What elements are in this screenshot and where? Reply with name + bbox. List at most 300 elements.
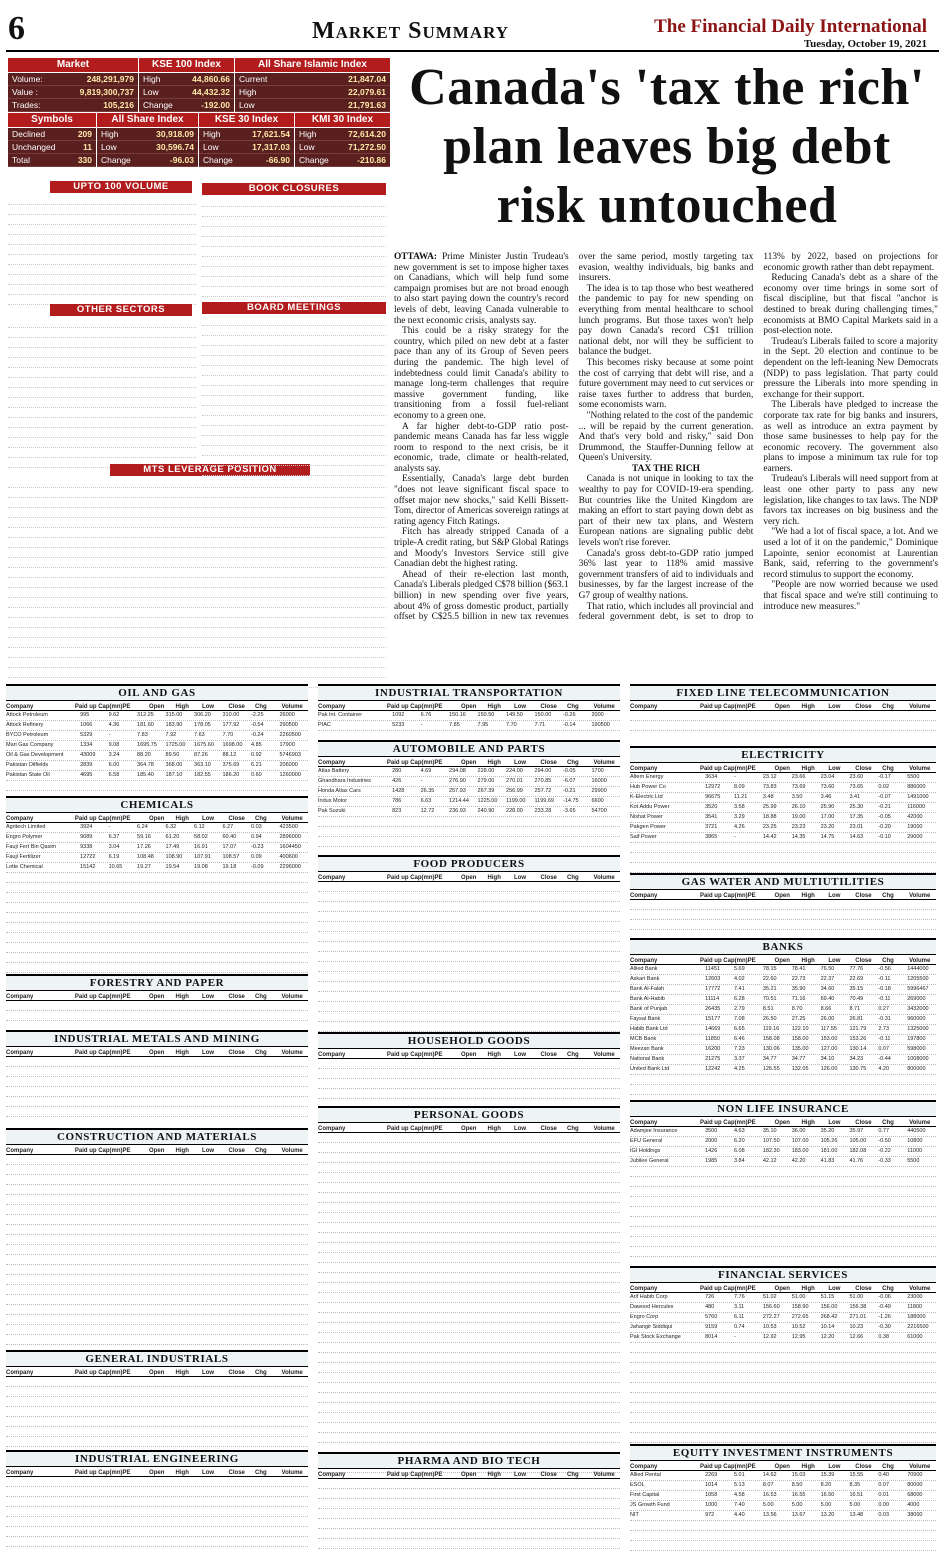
table-cell: Faysal Bank	[630, 1016, 661, 1022]
table-cell: 7.40	[733, 1502, 745, 1508]
table-cell: 70.51	[762, 996, 777, 1002]
table-cell: Pakgen Power	[630, 824, 666, 830]
table-cell: 7.41	[733, 986, 745, 992]
column-header: Company	[6, 704, 34, 710]
table-cell: 78.15	[762, 966, 777, 972]
table-cell: 149.50	[506, 712, 523, 718]
article-paragraph: Trudeau's Liberals failed to score a majority in the Sept. 20 election and continue to be dependent on the left-leaning New Democrats (NDP) to pass legislation. That party could pressure the Liberals into more spending in exchange for their support.	[763, 336, 938, 400]
table-row	[6, 1195, 308, 1205]
table-cell: 36.00	[791, 1128, 806, 1134]
table-cell: 89.50	[165, 752, 180, 758]
tile-label: Trades:	[12, 100, 41, 110]
column-header: Company	[6, 1050, 34, 1056]
sector-heading: ELECTRICITY	[630, 746, 936, 763]
book-closures-table	[202, 197, 386, 297]
column-header: High	[801, 1120, 815, 1126]
tile-row	[8, 73, 138, 86]
table-cell: -0.17	[878, 774, 891, 780]
table-row	[630, 1511, 936, 1521]
table-row	[630, 995, 936, 1005]
table-header	[630, 766, 936, 773]
table-cell: 972	[705, 1512, 715, 1518]
table-row	[6, 771, 308, 781]
table-cell: 6.24	[137, 824, 148, 830]
table-cell: 6.65	[733, 1026, 745, 1032]
column-header: Volume	[593, 1472, 615, 1478]
symbols-tile	[8, 113, 96, 167]
table-cell: 197800	[907, 1036, 926, 1042]
table-row	[630, 1237, 936, 1247]
column-header: Close	[855, 1120, 872, 1126]
tile-label: Change	[101, 155, 131, 165]
table-cell: Allied Bank	[630, 966, 658, 972]
sector-table	[318, 704, 620, 731]
table-cell: 188000	[907, 1314, 926, 1320]
column-header: Chg	[882, 893, 894, 899]
table-row	[318, 1323, 620, 1333]
table-cell: 823	[392, 808, 402, 814]
table-cell: 178.05	[194, 722, 211, 728]
column-header: Close	[228, 704, 245, 710]
table-cell: Atlas Battery	[318, 768, 350, 774]
column-header: Chg	[567, 1052, 579, 1058]
tile-label: Change	[143, 100, 173, 110]
table-row	[630, 823, 936, 833]
table-cell: 23.23	[791, 824, 806, 830]
table-cell: Askari Bank	[630, 976, 660, 982]
table-cell: 107.91	[194, 854, 211, 860]
table-cell: 4.20	[878, 1066, 890, 1072]
table-cell: 183.00	[791, 1148, 809, 1154]
tile-label: Current	[239, 74, 268, 84]
table-cell: 5.00	[820, 1502, 832, 1508]
table-row	[630, 1197, 936, 1207]
table-cell: -0.22	[878, 1148, 891, 1154]
table-cell: 4.02	[733, 976, 745, 982]
article-paragraph: "People are now worried because we used that fiscal space and we're still continuing to introduce new measures."	[763, 580, 938, 612]
article-paragraph: Fitch has already stripped Canada of a triple-A credit rating, but S&P Global Ratings and Moody's Investors Service still give Canadian debt the highest rating.	[394, 527, 569, 570]
table-cell: 2896000	[279, 834, 301, 840]
table-cell: 440500	[907, 1128, 926, 1134]
table-cell: 0.92	[250, 752, 262, 758]
column-header: PE	[122, 1148, 131, 1154]
table-header	[318, 1472, 620, 1479]
tile-title: KMI 30 Index	[295, 113, 390, 128]
column-header: Volume	[281, 1370, 303, 1376]
table-cell: 10.53	[762, 1324, 777, 1330]
table-cell: 598000	[907, 1046, 926, 1052]
table-cell: 14.62	[762, 1472, 777, 1478]
table-row	[630, 813, 936, 823]
table-cell: 423500	[279, 824, 298, 830]
table-row	[8, 588, 386, 598]
table-cell: 185.40	[137, 772, 154, 778]
table-cell: 13.48	[849, 1512, 864, 1518]
table-cell: 29900	[591, 788, 607, 794]
column-header: Volume	[909, 704, 931, 710]
table-row	[6, 1175, 308, 1185]
table-cell: -	[420, 778, 423, 784]
table-row	[202, 277, 386, 287]
table-cell: 4000	[907, 1502, 920, 1508]
column-header: PE	[122, 1050, 131, 1056]
table-header	[630, 1464, 936, 1471]
tile-label: Low	[299, 142, 315, 152]
table-cell: 0.60	[250, 772, 262, 778]
tile-row	[97, 141, 198, 154]
column-header: Paid up Cap(mn)	[386, 760, 435, 766]
table-cell: 51.02	[762, 1294, 777, 1300]
tile-value: -210.86	[357, 155, 386, 165]
column-header: PE	[434, 1472, 443, 1478]
table-cell: 9089	[80, 834, 93, 840]
column-header: Paid up Cap(mn)	[699, 766, 748, 772]
table-cell: 4.25	[733, 1066, 745, 1072]
tile-label: High	[239, 87, 257, 97]
table-header	[318, 760, 620, 767]
table-row	[8, 618, 386, 628]
column-header: Low	[202, 1470, 215, 1476]
table-cell: 1205500	[907, 976, 929, 982]
table-row	[318, 1059, 620, 1069]
table-cell: 34.10	[820, 1056, 835, 1062]
table-cell: 88.20	[137, 752, 151, 758]
table-row	[8, 265, 196, 275]
tile-title: Market	[8, 58, 138, 73]
table-cell: 13.56	[762, 1512, 777, 1518]
column-header: Paid up Cap(mn)	[386, 1126, 435, 1132]
tile-label: Low	[203, 142, 219, 152]
table-cell: -0.26	[562, 712, 576, 718]
table-cell: 1058	[705, 1492, 718, 1498]
table-cell: 181.60	[137, 722, 154, 728]
table-cell: -0.23	[250, 844, 264, 850]
column-header: PE	[122, 994, 131, 1000]
table-cell: 276.90	[449, 778, 466, 784]
table-cell: 1008000	[907, 1056, 929, 1062]
table-cell: Bank Al-Falah	[630, 986, 665, 992]
table-row	[318, 1079, 620, 1089]
tile-row	[8, 141, 96, 154]
table-cell: Adamjee Insurance	[630, 1128, 678, 1134]
column-header: Open	[461, 704, 477, 710]
column-header: Low	[514, 875, 527, 881]
table-cell: 23.04	[820, 774, 835, 780]
tile-row	[8, 99, 138, 112]
issue-date: Tuesday, October 19, 2021	[803, 38, 927, 50]
column-header: Open	[774, 893, 790, 899]
table-cell: 23.60	[849, 774, 864, 780]
table-cell: 7.70	[506, 722, 517, 728]
table-cell: Jahangir Siddiqui	[630, 1324, 673, 1330]
column-header: High	[801, 1286, 815, 1292]
table-row	[6, 1315, 308, 1325]
table-cell: 8.50	[791, 1482, 803, 1488]
table-row	[8, 448, 196, 458]
table-row	[202, 346, 386, 356]
table-cell: 15177	[705, 1016, 721, 1022]
table-cell: 19.54	[165, 864, 180, 870]
table-cell: Agritech Limited	[6, 824, 46, 830]
tile-row	[235, 86, 390, 99]
table-cell: 23000	[907, 1294, 923, 1300]
table-cell: 26.35	[420, 788, 435, 794]
table-cell: 3432000	[907, 1006, 929, 1012]
table-row	[630, 1065, 936, 1075]
column-header: High	[487, 1126, 501, 1132]
table-cell: 1214.44	[449, 798, 469, 804]
table-cell: 117.55	[820, 1026, 837, 1032]
table-cell: 4.63	[733, 1128, 745, 1134]
table-cell: 14.75	[820, 834, 835, 840]
sector-heading: GAS WATER AND MULTIUTILITIES	[630, 873, 936, 890]
column-header: Open	[461, 760, 477, 766]
tile-label: Low	[143, 87, 159, 97]
table-cell: 182.08	[849, 1148, 867, 1154]
table-row	[318, 1489, 620, 1499]
article-paragraph: Ahead of their re-election last month, Canada's Liberals pledged C$78 billion ($63.1 billion) in new spending over five years, about 4% of gross domestic product, partially offset by C$25.5 billion in new tax revenues over the same period, mostly targeting tax evasion, wealthy individuals, big banks and insurers.	[394, 252, 754, 623]
article-paragraph: The Liberals have pledged to increase the corporate tax rate for big banks and insurers, as well as introduce an extra payment by those same businesses to help pay for the economic recovery. The government also plans to impose a minimum tax rule for top earners.	[763, 400, 938, 474]
table-cell: 96675	[705, 794, 721, 800]
column-header: Low	[514, 1472, 527, 1478]
column-header: Company	[630, 766, 658, 772]
table-cell: 5760	[705, 1314, 718, 1320]
table-row	[630, 1247, 936, 1257]
kmi30-tile	[295, 113, 390, 167]
table-cell: 41.83	[820, 1158, 835, 1164]
sector-heading: INDUSTRIAL ENGINEERING	[6, 1450, 308, 1467]
column-header: Company	[630, 1464, 658, 1470]
table-cell: 6.27	[222, 824, 234, 830]
column-header: Low	[828, 766, 841, 772]
table-row	[318, 1193, 620, 1203]
tile-value: 44,432.32	[192, 87, 230, 97]
table-row	[630, 1323, 936, 1333]
table-row	[8, 215, 196, 225]
table-row	[6, 833, 308, 843]
sector-heading: INDUSTRIAL TRANSPORTATION	[318, 684, 620, 701]
table-row	[318, 942, 620, 952]
table-row	[6, 1295, 308, 1305]
column-header: Paid up Cap(mn)	[699, 893, 748, 899]
column-header: Volume	[593, 760, 615, 766]
table-cell: 11451	[705, 966, 720, 972]
column-header: High	[175, 816, 189, 822]
table-row	[318, 797, 620, 807]
table-row	[318, 1173, 620, 1183]
article-paragraph: That ratio, which includes all provincial and federal government debt, is set to drop to 113% by 2022, based on projections for economic growth rather than debt repayment.	[578, 252, 938, 623]
table-header	[6, 816, 308, 823]
sector-heading: NON LIFE INSURANCE	[630, 1100, 936, 1117]
table-row	[6, 741, 308, 751]
table-row	[6, 823, 308, 833]
table-header	[6, 1470, 308, 1477]
column-header: Company	[318, 760, 346, 766]
table-cell: -0.44	[878, 1056, 891, 1062]
table-row	[318, 992, 620, 1002]
table-cell: -0.06	[878, 1294, 891, 1300]
table-cell: 41.76	[849, 1158, 864, 1164]
table-row	[6, 1305, 308, 1315]
column-header: High	[175, 1148, 189, 1154]
table-cell: 5.00	[791, 1502, 803, 1508]
table-cell: 19.27	[137, 864, 151, 870]
tile-title: Symbols	[8, 113, 96, 128]
article-paragraph: Reducing Canada's debt as a share of the economy over time brings in some sort of fiscal discipline, but that fiscal "anchor is destined to break during challenging times," economists at BMO Capital Markets said in a post-election note.	[763, 273, 938, 337]
sector-heading: INDUSTRIAL METALS AND MINING	[6, 1030, 308, 1047]
column-header: PE	[747, 958, 756, 964]
table-cell: 0.27	[878, 1006, 890, 1012]
tile-row	[235, 99, 390, 112]
table-cell: Honda Atlas Cars	[318, 788, 361, 794]
table-cell: 7.63	[194, 732, 205, 738]
table-row	[318, 882, 620, 892]
column-header: Volume	[909, 958, 931, 964]
table-row	[630, 1055, 936, 1065]
table-cell: 0.03	[878, 1512, 890, 1518]
table-row	[318, 902, 620, 912]
table-cell: United Bank Ltd	[630, 1066, 670, 1072]
table-cell: 34.60	[820, 986, 835, 992]
table-row	[318, 1423, 620, 1433]
sector-table	[6, 816, 308, 973]
table-cell: -	[733, 834, 736, 840]
table-cell: 1000	[705, 1502, 718, 1508]
column-header: Company	[6, 1370, 34, 1376]
table-cell: 58.02	[194, 834, 208, 840]
article-paragraph: This becomes risky because at some point the cost of carrying that debt will rise, and a future government may need to cut services or raise taxes further to address that burden, some economists warn.	[578, 357, 754, 411]
table-cell: 6.21	[250, 762, 262, 768]
table-cell: 375.69	[222, 762, 240, 768]
article-body	[394, 252, 938, 623]
column-header: Company	[630, 893, 658, 899]
table-row	[630, 1353, 936, 1363]
tile-row	[139, 86, 234, 99]
table-cell: Meezan Bank	[630, 1046, 664, 1052]
table-row	[630, 910, 936, 920]
column-header: High	[487, 760, 501, 766]
table-row	[6, 1335, 308, 1345]
column-header: Open	[774, 958, 790, 964]
table-row	[8, 348, 196, 358]
table-cell: 280	[392, 768, 402, 774]
table-cell: 35.97	[849, 1128, 864, 1134]
column-header: PE	[747, 893, 756, 899]
table-cell: 12.95	[791, 1334, 806, 1340]
tile-value: 105,216	[103, 100, 134, 110]
table-cell: Pak Stock Exchange	[630, 1334, 681, 1340]
table-row	[202, 376, 386, 386]
table-cell: 3.11	[733, 1304, 745, 1310]
column-header: Company	[6, 994, 34, 1000]
sector-table	[630, 704, 936, 731]
table-cell: 5.00	[762, 1502, 774, 1508]
table-row	[318, 1243, 620, 1253]
table-cell: 9159	[705, 1324, 718, 1330]
table-cell: 35.15	[849, 986, 864, 992]
table-row	[6, 843, 308, 853]
column-header: Chg	[255, 1050, 267, 1056]
sector-heading: PERSONAL GOODS	[318, 1106, 620, 1123]
table-cell: 3.46	[820, 794, 832, 800]
table-row	[630, 1373, 936, 1383]
table-row	[318, 1539, 620, 1549]
table-cell: 25.90	[820, 804, 835, 810]
table-cell: 69.40	[820, 996, 835, 1002]
table-cell: 1014	[705, 1482, 718, 1488]
table-cell: 51.15	[820, 1294, 835, 1300]
table-row	[202, 336, 386, 346]
dateline: OTTAWA:	[394, 252, 442, 262]
table-row	[318, 1133, 620, 1143]
table-cell: Fauji Fert Bin Qasim	[6, 844, 57, 850]
table-cell: 150.50	[477, 712, 495, 718]
table-cell: 88.12	[222, 752, 237, 758]
column-header: Close	[855, 1286, 872, 1292]
table-cell: 108.90	[165, 854, 183, 860]
table-cell: 12242	[705, 1066, 721, 1072]
table-row	[318, 767, 620, 777]
table-row	[8, 508, 386, 518]
column-header: Close	[540, 1472, 557, 1478]
tile-label: High	[299, 129, 317, 139]
sector-heading: FORESTRY AND PAPER	[6, 974, 308, 991]
table-cell: ESOL	[630, 1482, 645, 1488]
table-row	[8, 528, 386, 538]
column-header: Company	[318, 1472, 346, 1478]
table-cell: 26.00	[820, 1016, 835, 1022]
upto-100-volume-banner: UPTO 100 VOLUME	[50, 181, 192, 193]
table-cell: 7.92	[165, 732, 177, 738]
table-cell: 23.66	[791, 774, 806, 780]
table-row	[202, 217, 386, 227]
table-row	[630, 711, 936, 721]
table-cell: 4695	[80, 772, 93, 778]
column-header: Open	[149, 1050, 165, 1056]
table-row	[630, 1085, 936, 1095]
table-cell: 71.16	[791, 996, 806, 1002]
table-row	[630, 1303, 936, 1313]
table-cell: 3634	[705, 774, 718, 780]
column-header: Open	[461, 1472, 477, 1478]
table-cell: 6.11	[733, 1314, 745, 1320]
table-cell: 150.16	[449, 712, 466, 718]
table-row	[6, 1225, 308, 1235]
table-cell: 73.65	[849, 784, 864, 790]
table-cell: 726	[705, 1294, 715, 1300]
table-cell: 3924	[80, 824, 93, 830]
table-cell: 34.77	[791, 1056, 806, 1062]
table-cell: 43009	[80, 752, 96, 758]
column-header: Open	[774, 1120, 790, 1126]
table-row	[6, 1407, 308, 1417]
table-row	[8, 408, 196, 418]
column-header: Open	[461, 1052, 477, 1058]
table-row	[318, 1213, 620, 1223]
column-header: Company	[630, 958, 658, 964]
table-cell: Pakistan State Oil	[6, 772, 50, 778]
table-row	[8, 205, 196, 215]
table-row	[202, 237, 386, 247]
tile-value: 248,291,979	[86, 74, 134, 84]
article-paragraph: Essentially, Canada's large debt burden "does not leave significant fiscal space to offset major new shocks," said Kelli Bissett-Tom, director of Americas sovereign ratings at rating agency Fitch Ratings.	[394, 474, 569, 527]
column-header: Low	[514, 760, 527, 766]
tile-value: 71,272.50	[348, 142, 386, 152]
table-cell: 0.74	[733, 1324, 745, 1330]
sector-table	[318, 1472, 620, 1549]
tile-label: High	[203, 129, 221, 139]
table-cell: 108.48	[137, 854, 154, 860]
